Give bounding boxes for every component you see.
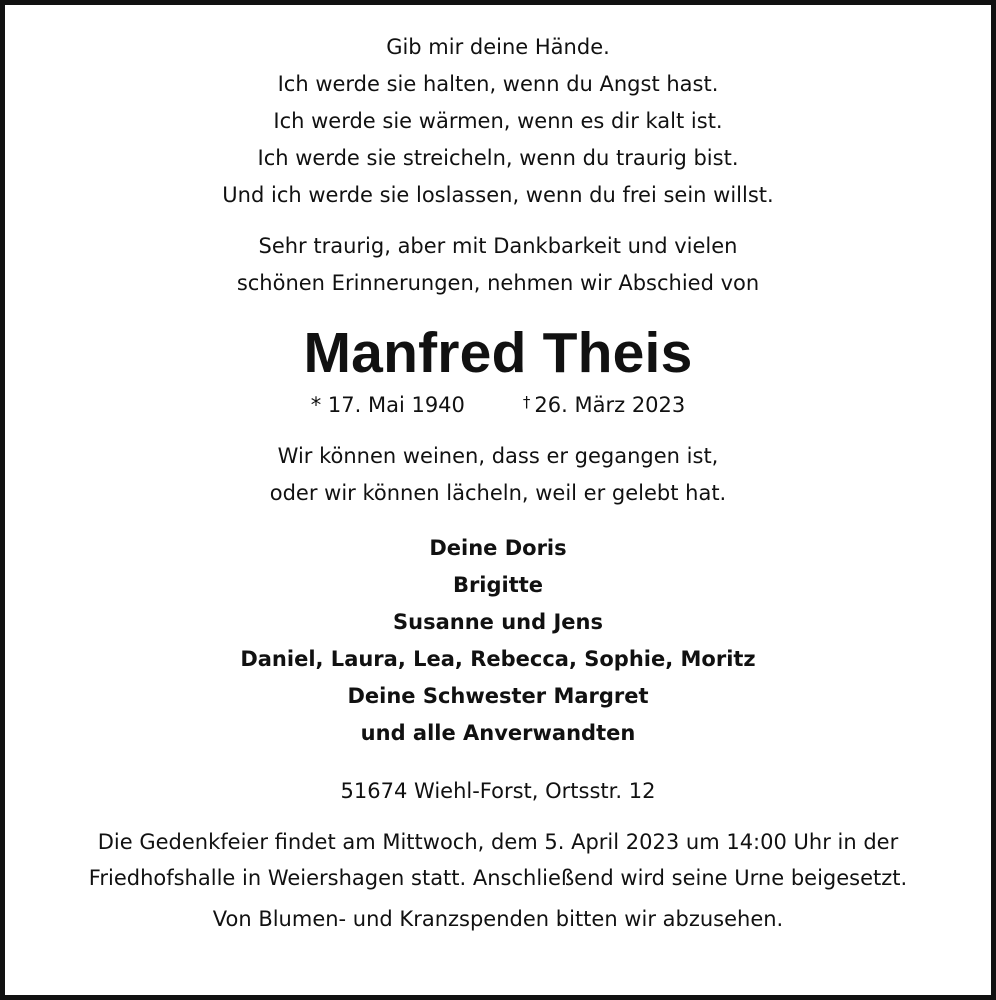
address: 51674 Wiehl-Forst, Ortsstr. 12 [340,779,656,803]
mourner-line: und alle Anverwandten [360,721,636,745]
intro-line: Sehr traurig, aber mit Dankbarkeit und vielen [258,234,738,258]
mourner-line: Deine Doris [429,536,567,560]
poem-line: Ich werde sie streicheln, wenn du traurig bist. [257,146,739,170]
poem-line: Und ich werde sie loslassen, wenn du frei sein willst. [222,183,774,207]
intro-line: schönen Erinnerungen, nehmen wir Abschied von [236,271,760,295]
mourner-line: Susanne und Jens [393,610,603,634]
ceremony-info [10,824,986,896]
birth-date: * 17. Mai 1940 [310,393,465,417]
ceremony-line: Die Gedenkfeier findet am Mittwoch, dem 5. April 2023 um 14:00 Uhr in der [97,830,899,854]
intro-text [10,228,986,302]
deceased-name: Manfred Theis [303,321,693,385]
poem [10,29,986,214]
cross-symbol: † [522,393,531,411]
mourner-line: Daniel, Laura, Lea, Rebecca, Sophie, Moritz [240,647,756,671]
poem-line: Gib mir deine Hände. [386,35,610,59]
quote-line: Wir können weinen, dass er gegangen ist, [277,444,719,468]
death-date: 26. März 2023 [534,393,686,417]
mourners-list [10,530,986,752]
life-dates [10,387,986,420]
flowers-note: Von Blumen- und Kranzspenden bitten wir abzusehen. [212,907,784,931]
obituary-content [10,29,986,934]
poem-line: Ich werde sie halten, wenn du Angst hast. [277,72,719,96]
quote [10,438,986,512]
mourner-line: Brigitte [452,573,544,597]
poem-line: Ich werde sie wärmen, wenn es dir kalt ist. [273,109,723,133]
ceremony-line: Friedhofshalle in Weiershagen statt. Anschließend wird seine Urne beigesetzt. [88,866,908,890]
mourner-line: Deine Schwester Margret [347,684,649,708]
quote-line: oder wir können lächeln, weil er gelebt hat. [269,481,727,505]
